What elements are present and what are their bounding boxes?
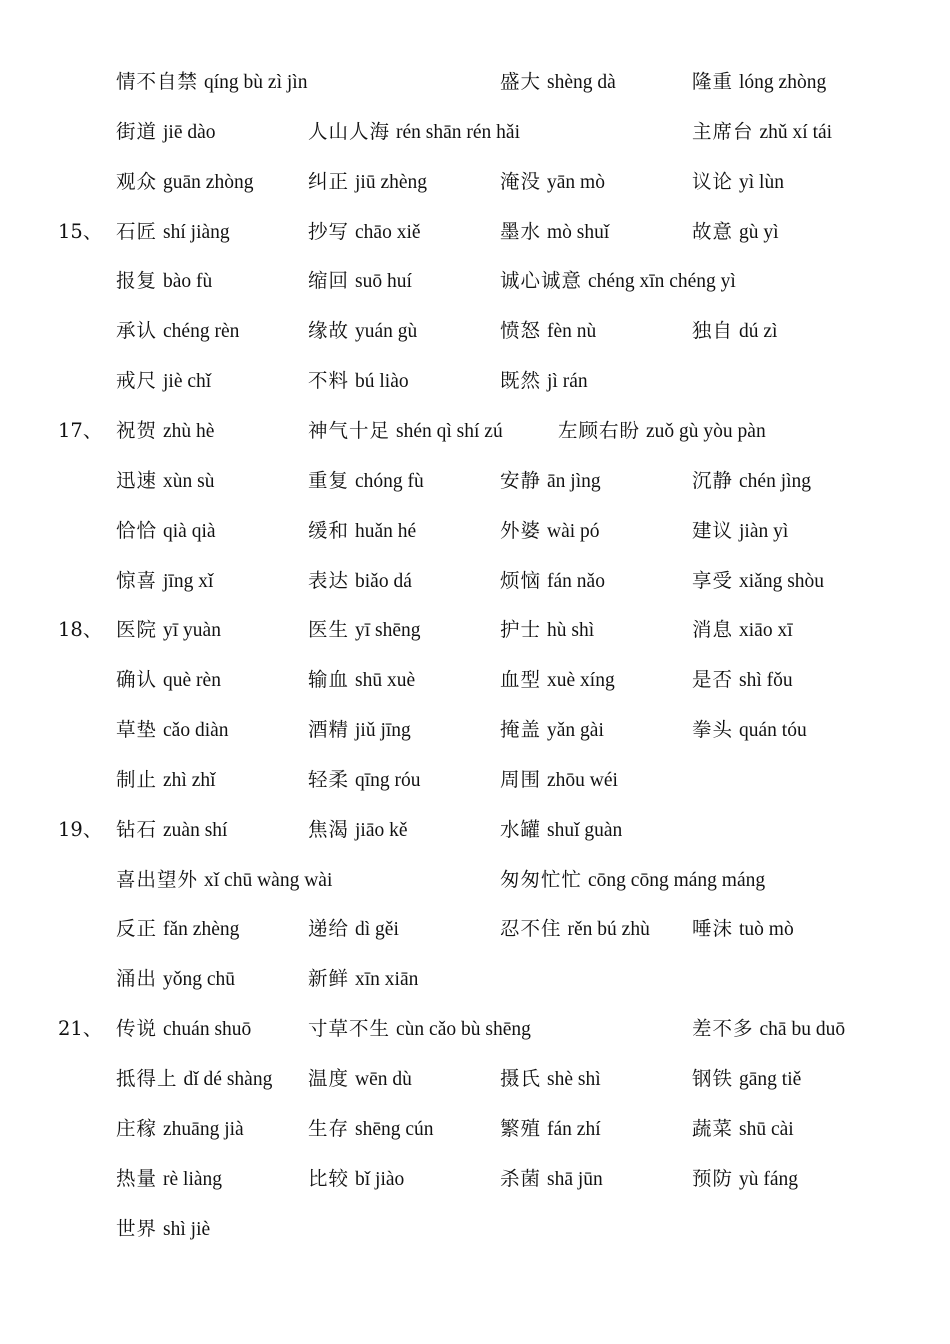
hanzi-word: 外婆 — [500, 518, 542, 542]
vocab-entry — [308, 963, 418, 991]
vocab-entry — [308, 714, 411, 742]
vocab-entry — [308, 764, 421, 792]
vocab-entry — [692, 1113, 794, 1141]
hanzi-word: 抵得上 — [116, 1067, 178, 1090]
hanzi-word: 生存 — [308, 1116, 350, 1140]
pinyin: lóng zhòng — [739, 72, 827, 93]
hanzi-word: 钢铁 — [692, 1067, 734, 1090]
hanzi-word: 主席台 — [692, 119, 754, 143]
vocab-entry — [308, 1063, 412, 1091]
hanzi-word: 石匠 — [116, 219, 158, 243]
pinyin: shuǐ guàn — [547, 819, 623, 841]
pinyin: xǐ chū wàng wài — [204, 869, 333, 891]
pinyin: jì rán — [547, 371, 588, 393]
pinyin: suō huí — [355, 271, 412, 293]
vocab-row — [0, 1013, 950, 1043]
pinyin: gù yì — [739, 221, 779, 243]
vocab-entry — [308, 415, 503, 443]
vocab-entry — [308, 614, 421, 642]
hanzi-word: 街道 — [116, 119, 158, 143]
vocab-entry — [500, 365, 588, 393]
pinyin: dì gěi — [355, 919, 399, 941]
vocab-entry — [692, 315, 777, 343]
vocab-entry — [116, 1063, 272, 1091]
vocab-entry — [692, 216, 779, 244]
vocab-row — [0, 315, 950, 345]
pinyin: huǎn hé — [355, 520, 417, 542]
vocab-entry — [116, 664, 221, 692]
pinyin: bú liào — [355, 371, 409, 393]
lesson-number: 17、 — [58, 418, 103, 442]
lesson-number: 18、 — [58, 618, 103, 642]
pinyin: fán nǎo — [547, 570, 605, 592]
vocab-entry — [500, 864, 765, 892]
pinyin: yǒng chū — [163, 969, 236, 991]
vocab-entry — [500, 714, 604, 742]
vocab-entry — [116, 415, 214, 443]
pinyin: biǎo dá — [355, 570, 412, 592]
pinyin: xīn xiān — [355, 969, 419, 991]
vocab-row — [0, 1063, 950, 1093]
vocab-entry — [500, 465, 601, 493]
pinyin: xiāo xī — [739, 620, 793, 642]
vocab-entry — [116, 614, 221, 642]
pinyin: shì jiè — [163, 1218, 211, 1240]
vocab-entry — [500, 814, 622, 842]
vocab-entry — [500, 1163, 603, 1191]
pinyin: chāo xiě — [355, 221, 421, 243]
hanzi-word: 既然 — [500, 369, 542, 393]
vocab-entry — [116, 66, 307, 94]
vocab-entry — [116, 714, 229, 742]
pinyin: jiè chǐ — [163, 371, 212, 393]
vocab-row — [0, 814, 950, 844]
vocab-entry — [308, 465, 424, 493]
pinyin: rěn bú zhù — [567, 919, 650, 941]
vocab-entry — [308, 565, 412, 593]
hanzi-word: 制止 — [116, 767, 158, 791]
vocab-row — [0, 963, 950, 993]
pinyin: jiǔ jīng — [355, 720, 411, 742]
pinyin: rén shān rén hǎi — [396, 121, 521, 143]
hanzi-word: 寸草不生 — [308, 1017, 391, 1041]
pinyin: shēng cún — [355, 1118, 434, 1140]
hanzi-word: 医院 — [116, 618, 158, 642]
vocab-entry — [500, 66, 616, 94]
vocab-entry — [500, 515, 600, 543]
vocab-row — [0, 864, 950, 894]
hanzi-word: 热量 — [116, 1166, 158, 1190]
pinyin: fǎn zhèng — [163, 919, 240, 941]
hanzi-word: 反正 — [116, 917, 158, 941]
vocab-row — [0, 465, 950, 495]
vocab-entry — [308, 365, 409, 393]
vocab-entry — [116, 565, 213, 593]
pinyin: shā jūn — [547, 1168, 603, 1190]
hanzi-word: 医生 — [308, 618, 350, 642]
pinyin: shè shì — [547, 1069, 601, 1090]
pinyin: zhǔ xí tái — [759, 121, 833, 143]
hanzi-word: 缘故 — [308, 319, 350, 343]
lesson-number: 21、 — [58, 1017, 103, 1041]
vocab-entry — [692, 116, 832, 144]
vocab-entry — [116, 365, 211, 393]
pinyin: zuàn shí — [163, 819, 228, 841]
pinyin: wài pó — [547, 520, 600, 542]
vocab-entry — [308, 116, 520, 144]
hanzi-word: 轻柔 — [308, 767, 350, 791]
hanzi-word: 独自 — [692, 319, 734, 343]
vocab-row — [0, 365, 950, 395]
hanzi-word: 沉静 — [692, 468, 734, 492]
vocab-entry — [116, 1163, 222, 1191]
vocab-entry — [500, 664, 615, 692]
hanzi-word: 蔬菜 — [692, 1116, 734, 1140]
vocab-row — [0, 764, 950, 794]
vocab-entry — [116, 1113, 244, 1141]
hanzi-word: 新鲜 — [308, 967, 350, 991]
hanzi-word: 输血 — [308, 668, 350, 692]
vocab-entry — [500, 1063, 601, 1091]
pinyin: yǎn gài — [547, 720, 604, 742]
hanzi-word: 世界 — [116, 1216, 158, 1240]
vocab-entry — [308, 515, 416, 543]
pinyin: yù fáng — [739, 1168, 799, 1190]
hanzi-word: 戒尺 — [116, 369, 158, 393]
pinyin: shèng dà — [547, 72, 616, 93]
vocab-row — [0, 1163, 950, 1193]
vocab-entry — [308, 216, 421, 244]
hanzi-word: 周围 — [500, 767, 542, 791]
vocab-entry — [116, 515, 216, 543]
pinyin: jiū zhèng — [355, 171, 428, 193]
vocab-entry — [692, 614, 793, 642]
hanzi-word: 钻石 — [116, 817, 158, 841]
hanzi-word: 祝贺 — [116, 418, 158, 442]
vocab-row — [0, 913, 950, 943]
pinyin: bào fù — [163, 271, 213, 293]
hanzi-word: 人山人海 — [308, 119, 391, 143]
pinyin: qíng bù zì jìn — [204, 72, 308, 93]
pinyin: chā bu duō — [759, 1019, 846, 1041]
pinyin: zhì zhǐ — [163, 769, 216, 791]
vocab-entry — [500, 614, 594, 642]
vocab-entry — [308, 664, 415, 692]
pinyin: guān zhòng — [163, 171, 254, 193]
vocab-row — [0, 415, 950, 445]
pinyin: shén qì shí zú — [396, 420, 503, 442]
pinyin: cōng cōng máng máng — [588, 869, 766, 891]
vocab-entry — [308, 1113, 434, 1141]
vocab-row — [0, 166, 950, 196]
vocab-row — [0, 1113, 950, 1143]
hanzi-word: 摄氏 — [500, 1067, 542, 1090]
vocab-row — [0, 714, 950, 744]
vocab-row — [0, 116, 950, 146]
pinyin: chén jìng — [739, 470, 812, 492]
vocab-entry — [692, 565, 824, 593]
hanzi-word: 不料 — [308, 369, 350, 393]
pinyin: shū xuè — [355, 670, 416, 692]
vocab-entry — [116, 864, 332, 892]
vocab-entry — [116, 764, 216, 792]
pinyin: gāng tiě — [739, 1069, 802, 1090]
pinyin: yuán gù — [355, 321, 418, 343]
pinyin: zhù hè — [163, 420, 215, 442]
hanzi-word: 拳头 — [692, 718, 734, 742]
pinyin: yì lùn — [739, 171, 784, 193]
hanzi-word: 唾沫 — [692, 917, 734, 941]
pinyin: bǐ jiào — [355, 1168, 405, 1190]
pinyin: yī shēng — [355, 620, 421, 642]
pinyin: dǐ dé shàng — [183, 1069, 273, 1090]
pinyin: ān jìng — [547, 470, 601, 492]
pinyin: shū cài — [739, 1118, 794, 1140]
hanzi-word: 左顾右盼 — [558, 418, 641, 442]
hanzi-word: 墨水 — [500, 219, 542, 243]
pinyin: fán zhí — [547, 1118, 601, 1140]
pinyin: fèn nù — [547, 321, 597, 343]
vocab-entry — [308, 1013, 531, 1041]
vocab-entry — [308, 913, 399, 941]
vocab-entry — [692, 465, 811, 493]
vocab-entry — [308, 166, 427, 194]
hanzi-word: 草垫 — [116, 718, 158, 742]
hanzi-word: 繁殖 — [500, 1116, 542, 1140]
vocab-entry — [116, 1213, 210, 1241]
vocab-entry — [500, 166, 605, 194]
lesson-number: 15、 — [58, 219, 103, 243]
pinyin: xuè xíng — [547, 670, 615, 692]
hanzi-word: 隆重 — [692, 70, 734, 93]
hanzi-word: 护士 — [500, 618, 542, 642]
hanzi-word: 喜出望外 — [116, 867, 199, 891]
pinyin: què rèn — [163, 670, 221, 692]
vocab-row — [0, 66, 950, 96]
vocab-entry — [500, 565, 605, 593]
pinyin: yān mò — [547, 171, 605, 193]
pinyin: jīng xǐ — [163, 570, 214, 592]
vocab-entry — [116, 1013, 251, 1041]
pinyin: yī yuàn — [163, 620, 221, 642]
vocab-entry — [692, 1163, 798, 1191]
hanzi-word: 盛大 — [500, 70, 542, 93]
pinyin: qīng róu — [355, 769, 421, 791]
vocab-entry — [116, 116, 216, 144]
hanzi-word: 建议 — [692, 518, 734, 542]
pinyin: jiàn yì — [739, 520, 789, 542]
hanzi-word: 恰恰 — [116, 518, 158, 542]
hanzi-word: 缩回 — [308, 269, 350, 293]
hanzi-word: 情不自禁 — [116, 70, 199, 93]
vocab-entry — [116, 913, 239, 941]
hanzi-word: 酒精 — [308, 718, 350, 742]
hanzi-word: 掩盖 — [500, 718, 542, 742]
hanzi-word: 故意 — [692, 219, 734, 243]
hanzi-word: 确认 — [116, 668, 158, 692]
vocab-entry — [116, 166, 253, 194]
pinyin: jiāo kě — [355, 819, 408, 841]
vocab-entry — [308, 1163, 404, 1191]
hanzi-word: 忍不住 — [500, 917, 562, 941]
hanzi-word: 涌出 — [116, 967, 158, 991]
hanzi-word: 享受 — [692, 568, 734, 592]
vocab-entry — [692, 1013, 845, 1041]
lesson-number: 19、 — [58, 817, 103, 841]
vocab-entry — [116, 963, 235, 991]
vocab-entry — [558, 415, 766, 443]
vocab-entry — [692, 66, 826, 94]
pinyin: chuán shuō — [163, 1019, 252, 1041]
pinyin: shí jiàng — [163, 221, 230, 243]
hanzi-word: 烦恼 — [500, 568, 542, 592]
vocab-entry — [500, 216, 609, 244]
vocab-entry — [692, 515, 788, 543]
hanzi-word: 议论 — [692, 169, 734, 193]
pinyin: dú zì — [739, 321, 778, 343]
pinyin: tuò mò — [739, 919, 794, 941]
vocab-row — [0, 664, 950, 694]
hanzi-word: 纠正 — [308, 169, 350, 193]
hanzi-word: 观众 — [116, 169, 158, 193]
hanzi-word: 抄写 — [308, 219, 350, 243]
vocab-entry — [500, 913, 650, 941]
vocab-entry — [500, 1113, 601, 1141]
pinyin: wēn dù — [355, 1069, 412, 1090]
pinyin: xùn sù — [163, 470, 215, 492]
vocab-entry — [116, 265, 212, 293]
vocab-row — [0, 216, 950, 246]
hanzi-word: 杀菌 — [500, 1166, 542, 1190]
hanzi-word: 迅速 — [116, 468, 158, 492]
pinyin: chéng rèn — [163, 321, 240, 343]
hanzi-word: 庄稼 — [116, 1116, 158, 1140]
hanzi-word: 惊喜 — [116, 568, 158, 592]
hanzi-word: 水罐 — [500, 817, 542, 841]
hanzi-word: 缓和 — [308, 518, 350, 542]
vocab-entry — [692, 1063, 801, 1091]
hanzi-word: 愤怒 — [500, 319, 542, 343]
pinyin: zhuāng jià — [163, 1118, 244, 1140]
pinyin: shì fǒu — [739, 670, 793, 692]
hanzi-word: 焦渴 — [308, 817, 350, 841]
pinyin: zhōu wéi — [547, 769, 618, 791]
vocab-row — [0, 1213, 950, 1243]
vocab-entry — [308, 814, 408, 842]
vocab-entry — [116, 465, 214, 493]
vocab-entry — [116, 216, 230, 244]
vocab-entry — [500, 265, 736, 293]
hanzi-word: 递给 — [308, 917, 350, 941]
vocab-entry — [500, 315, 596, 343]
pinyin: hù shì — [547, 620, 595, 642]
hanzi-word: 报复 — [116, 269, 158, 293]
hanzi-word: 诚心诚意 — [500, 269, 583, 293]
vocab-entry — [308, 265, 412, 293]
hanzi-word: 安静 — [500, 468, 542, 492]
pinyin: cǎo diàn — [163, 720, 229, 742]
vocab-entry — [308, 315, 417, 343]
vocab-entry — [692, 913, 794, 941]
vocab-entry — [116, 814, 227, 842]
hanzi-word: 重复 — [308, 468, 350, 492]
hanzi-word: 承认 — [116, 319, 158, 343]
hanzi-word: 血型 — [500, 668, 542, 692]
hanzi-word: 预防 — [692, 1166, 734, 1190]
pinyin: cùn cǎo bù shēng — [396, 1019, 531, 1041]
pinyin: chéng xīn chéng yì — [588, 271, 736, 293]
vocab-entry — [692, 714, 807, 742]
pinyin: zuǒ gù yòu pàn — [646, 420, 766, 442]
hanzi-word: 匆匆忙忙 — [500, 867, 583, 891]
pinyin: chóng fù — [355, 470, 424, 492]
vocab-entry — [500, 764, 618, 792]
vocab-entry — [116, 315, 239, 343]
pinyin: rè liàng — [163, 1168, 223, 1190]
vocab-entry — [692, 166, 784, 194]
vocab-row — [0, 565, 950, 595]
hanzi-word: 是否 — [692, 668, 734, 692]
pinyin: quán tóu — [739, 720, 807, 742]
pinyin: mò shuǐ — [547, 221, 610, 243]
hanzi-word: 差不多 — [692, 1017, 754, 1041]
hanzi-word: 消息 — [692, 618, 734, 642]
pinyin: jiē dào — [163, 121, 216, 143]
hanzi-word: 表达 — [308, 568, 350, 592]
hanzi-word: 比较 — [308, 1166, 350, 1190]
hanzi-word: 神气十足 — [308, 418, 391, 442]
pinyin: qià qià — [163, 520, 216, 542]
hanzi-word: 淹没 — [500, 169, 542, 193]
vocab-row — [0, 265, 950, 295]
pinyin: xiǎng shòu — [739, 570, 825, 592]
hanzi-word: 温度 — [308, 1067, 350, 1090]
vocab-entry — [692, 664, 793, 692]
vocab-row — [0, 614, 950, 644]
hanzi-word: 传说 — [116, 1017, 158, 1041]
vocab-row — [0, 515, 950, 545]
